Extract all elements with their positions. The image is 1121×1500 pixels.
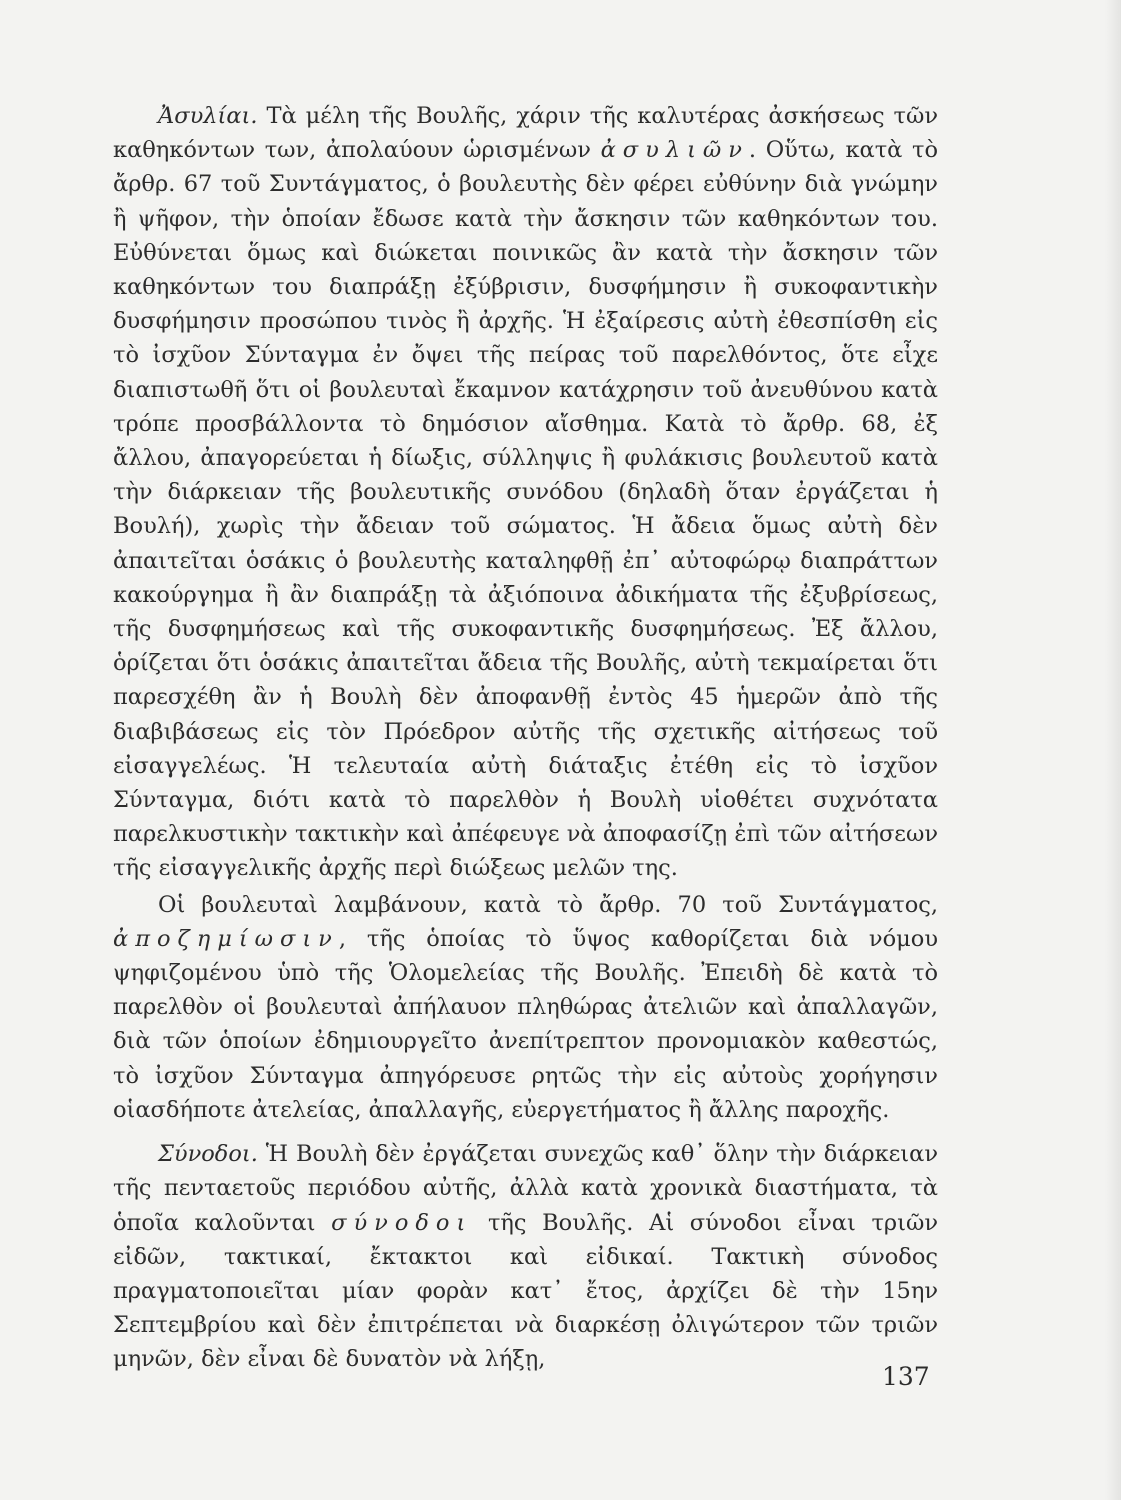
- paragraph-asylia: [113, 99, 938, 886]
- emphasis-term: σύνοδοι: [331, 1209, 473, 1236]
- section-lead-synodoi: Σύνοδοι.: [158, 1141, 258, 1168]
- paragraph-text: Οἱ βουλευταὶ λαμβάνουν, κατὰ τὸ ἄρθρ. 70 τοῦ Συντάγματος,: [158, 891, 938, 918]
- page-edge-shadow: [1105, 0, 1121, 1500]
- paragraph-synodoi: [113, 1137, 938, 1376]
- paragraph-text: , τῆς ὁποίας τὸ ὕψος καθορίζεται διὰ νόμου ψηφιζομένου ὑπὸ τῆς Ὁλομελείας τῆς Βουλῆς. Ἐπειδὴ δὲ κατὰ τὸ παρελθὸν οἱ βουλευταὶ ἀπήλαυον πληθώρας ἀτελιῶν καὶ ἀπαλλαγῶν, διὰ τῶν ὁποίων ἐδημιουργεῖτο ἀνεπίτρεπτον προνομιακὸν καθεστώς, τὸ ἰσχῦον Σύνταγμα ἀπηγόρευσε ρητῶς τὴν εἰς αὐτοὺς χορήγησιν οἱασδήποτε ἀτελείας, ἀπαλλαγῆς, εὐεργετήματος ἢ ἄλλης παροχῆς.: [113, 925, 938, 1123]
- paragraph-text: . Οὕτω, κατὰ τὸ ἄρθρ. 67 τοῦ Συντάγματος, ὁ βουλευτὴς δὲν φέρει εὐθύνην διὰ γνώμην ἢ ψῆφον, τὴν ὁποίαν ἔδωσε κατὰ τὴν ἄσκησιν τῶν καθηκόντων του. Εὐθύνεται ὅμως καὶ διώκεται ποινικῶς ἂν κατὰ τὴν ἄσκησιν τῶν καθηκόντων του διαπράξῃ ἐξύβρισιν, δυσφήμησιν ἢ συκοφαντικὴν δυσφήμησιν προσώπου τινὸς ἢ ἀρχῆς. Ἡ ἐξαίρεσις αὐτὴ ἐθεσπίσθη εἰς τὸ ἰσχῦον Σύνταγμα ἐν ὄψει τῆς πείρας τοῦ παρελθόντος, ὅτε εἶχε διαπιστωθῆ ὅτι οἱ βουλευταὶ ἔκαμνον κατάχρησιν τοῦ ἀνευθύνου κατὰ τρόπε προσβάλλοντα τὸ δημόσιον αἴσθημα. Κατὰ τὸ ἄρθρ. 68, ἐξ ἄλλου, ἀπαγορεύεται ἡ δίωξις, σύλληψις ἢ φυλάκισις βουλευτοῦ κατὰ τὴν διάρκειαν τῆς βουλευτικῆς συνόδου (δηλαδὴ ὅταν ἐργάζεται ἡ Βουλή), χωρὶς τὴν ἄδειαν τοῦ σώματος. Ἡ ἄδεια ὅμως αὐτὴ δὲν ἀπαιτεῖται ὁσάκις ὁ βουλευτὴς καταληφθῇ ἐπ᾿ αὐτοφώρῳ διαπράττων κακούργημα ἢ ἂν διαπράξῃ τὰ ἀξιόποινα ἀδικήματα τῆς ἐξυβρίσεως, τῆς δυσφημήσεως καὶ τῆς συκοφαντικῆς δυσφημήσεως. Ἐξ ἄλλου, ὁρίζεται ὅτι ὁσάκις ἀπαιτεῖται ἄδεια τῆς Βουλῆς, αὐτὴ τεκμαίρεται ὅτι παρεσχέθη ἂν ἡ Βουλὴ δὲν ἀποφανθῇ ἐντὸς 45 ἡμερῶν ἀπὸ τῆς διαβιβάσεως εἰς τὸν Πρόεδρον αὐτῆς τῆς σχετικῆς αἰτήσεως τοῦ εἰσαγγελέως. Ἡ τελευταία αὐτὴ διάταξις ἐτέθη εἰς τὸ ἰσχῦον Σύνταγμα, διότι κατὰ τὸ παρελθὸν ἡ Βουλὴ υἱοθέτει συχνότατα παρελκυστικὴν τακτικὴν καὶ ἀπέφευγε νὰ ἀποφασίζῃ ἐπὶ τῶν αἰτήσεων τῆς εἰσαγγελικῆς ἀρχῆς περὶ διώξεως μελῶν της.: [113, 137, 938, 882]
- emphasis-term: ἀσυλιῶν: [600, 137, 749, 164]
- section-lead-asylia: Ἀσυλίαι.: [158, 103, 258, 129]
- page-number: 137: [882, 1362, 930, 1391]
- paragraph-text: Ἡ Βουλὴ δὲν ἐργάζεται συνεχῶς καθ᾿ ὅλην τὴν διάρκειαν τῆς πενταετοῦς περιόδου αὐτῆς, ἀλλὰ κατὰ χρονικὰ διαστήματα, τὰ ὁποῖα καλοῦνται: [113, 1141, 938, 1236]
- paragraph-text: Τὰ μέλη τῆς Βουλῆς, χάριν τῆς καλυτέρας ἀσκήσεως τῶν καθηκόντων των, ἀπολαύουν ὡρισμένων: [113, 103, 938, 164]
- body-text: [113, 99, 938, 1377]
- emphasis-term: ἀποζημίωσιν: [113, 925, 339, 952]
- paragraph-compensation: [113, 888, 938, 1127]
- paragraph-text: τῆς Βουλῆς. Αἱ σύνοδοι εἶναι τριῶν εἰδῶν, τακτικαί, ἔκτακτοι καὶ εἰδικαί. Τακτικὴ σύνοδος πραγματοποιεῖται μίαν φορὰν κατ᾿ ἔτος, ἀρχίζει δὲ τὴν 15ην Σεπτεμβρίου καὶ δὲν ἐπιτρέπεται νὰ διαρκέσῃ ὀλιγώτερον τῶν τριῶν μηνῶν, δὲν εἶναι δὲ δυνατὸν νὰ λήξῃ,: [113, 1209, 938, 1373]
